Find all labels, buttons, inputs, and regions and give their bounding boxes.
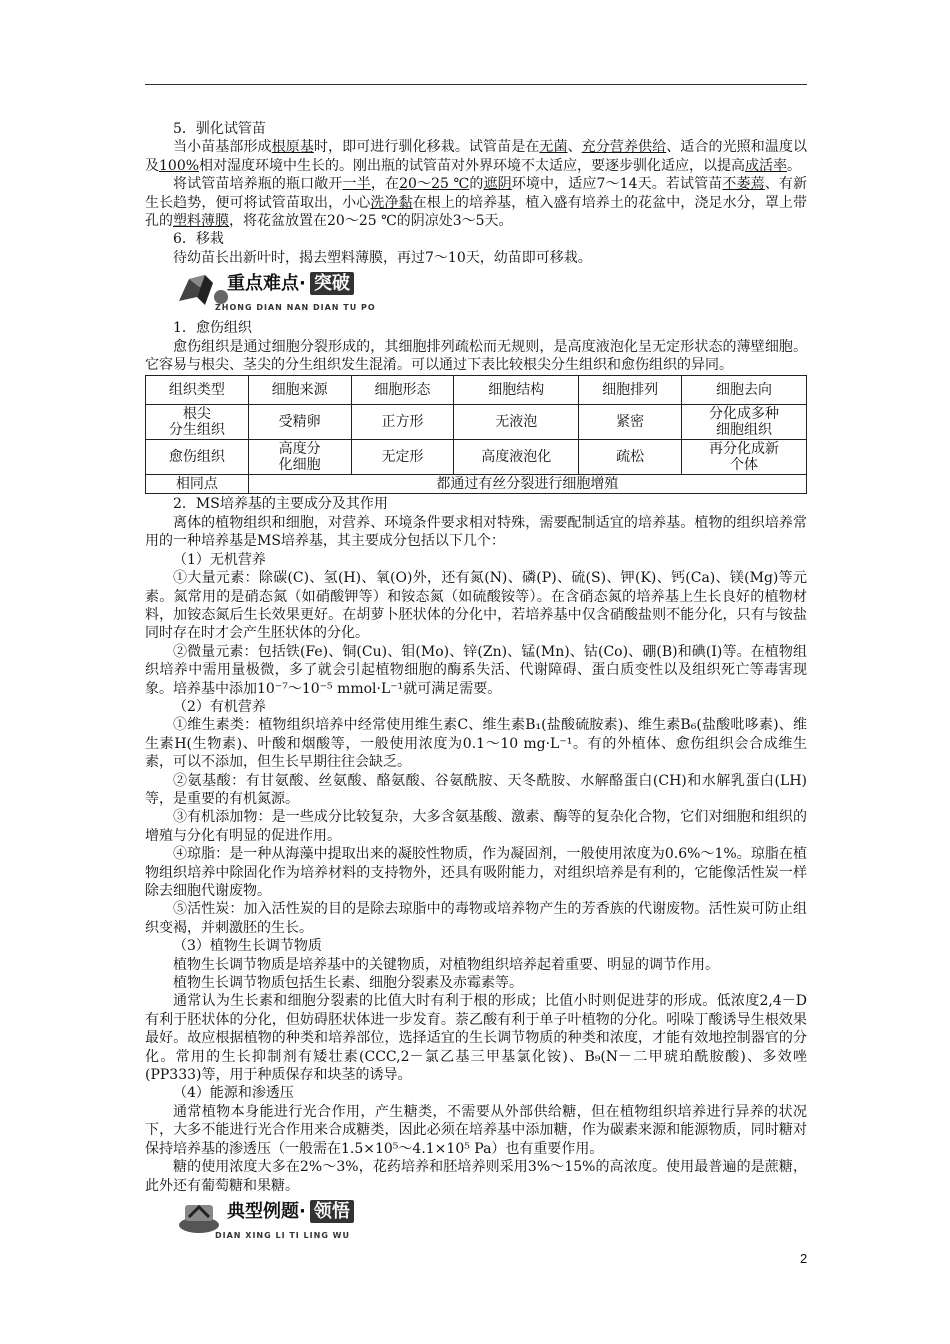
table-cell: 受精卵 xyxy=(248,405,351,440)
table-cell: 紧密 xyxy=(579,405,682,440)
table-cell: 再分化成新 个体 xyxy=(682,440,807,475)
table-cell: 愈伤组织 xyxy=(146,440,249,475)
table-cell: 疏松 xyxy=(579,440,682,475)
banner-examples-title: 典型例题· 领悟 xyxy=(221,1199,360,1225)
table-row xyxy=(146,405,807,440)
section-6-title: 6．移栽 xyxy=(173,231,224,248)
paragraph-organic-additives: ③有机添加物：是一些成分比较复杂，大多含氨基酸、激素、酶等的复杂化合物，它们对细胞和组织的增殖与分化有明显的促进作用。 xyxy=(145,809,807,844)
table-cell: 正方形 xyxy=(351,405,454,440)
paragraph-energy-2: 糖的使用浓度大多在2%～3%，花药培养和胚培养则采用3%～15%的高浓度。使用最普遍的是蔗糖，此外还有葡萄糖和果糖。 xyxy=(145,1159,807,1194)
paragraph-regulators-2: 植物生长调节物质包括生长素、细胞分裂素及赤霉素等。 xyxy=(173,975,523,992)
banner-key-points xyxy=(175,269,807,317)
paragraph-6: 待幼苗长出新叶时，揭去塑料薄膜，再过7～10天，幼苗即可移栽。 xyxy=(173,249,592,266)
table-cell: 高度液泡化 xyxy=(454,440,579,475)
subsection-1-title: 1．愈伤组织 xyxy=(173,320,252,337)
table-cell: 根尖 分生组织 xyxy=(146,405,249,440)
paragraph-5a: 当小苗基部形成根原基时，即可进行驯化移栽。试管苗是在无菌、充分营养供给、适合的光照和温度以及100%相对湿度环境中生长的。刚出瓶的试管苗对外界环境不太适应，要逐步驯化适应，以提高成活率。 xyxy=(145,139,808,174)
table-header-cell: 细胞去向 xyxy=(682,376,807,405)
page-number: 2 xyxy=(800,1251,808,1266)
paragraph-regulators-3: 通常认为生长素和细胞分裂素的比值大时有利于根的形成；比值小时则促进芽的形成。低浓度2,4－D有利于胚状体的分化，但妨碍胚状体进一步发育。萘乙酸有利于单子叶植物的分化。吲哚丁酸诱导生根效果最好。故应根据植物的种类和培养部位，选择适宜的生长调节物质的种类和浓度，才能有效地控制器官的分化。常用的生长抑制剂有矮壮素(CCC,2－氯乙基三甲基氯化铵)、B₉(N－二甲琥珀酰胺酸)、多效唑(PP333)等，用于种质保存和块茎的诱导。 xyxy=(145,993,807,1084)
table-cell-common-label: 相同点 xyxy=(146,475,249,494)
sub-heading-energy: （4）能源和渗透压 xyxy=(173,1085,294,1102)
table-row xyxy=(146,440,807,475)
subsection-1-paragraph: 愈伤组织是通过细胞分裂形成的，其细胞排列疏松而无规则，是高度液泡化呈无定形状态的薄壁细胞。它容易与根尖、茎尖的分生组织发生混淆。可以通过下表比较根尖分生组织和愈伤组织的异同。 xyxy=(145,338,807,374)
paragraph-vitamins: ①维生素类：植物组织培养中经常使用维生素C、维生素B₁(盐酸硫胺素)、维生素B₆(盐酸吡哆素)、维生素H(生物素)、叶酸和烟酸等，一般使用浓度为0.1～10 mg·L⁻¹。有的外植体、愈伤组织会合成维生素，可以不添加，但生长早期往往会缺乏。 xyxy=(145,717,807,771)
sub-heading-inorganic: （1）无机营养 xyxy=(173,551,266,568)
banner-key-points-title: 重点难点· 突破 xyxy=(221,271,360,297)
subsection-2-title: 2．MS培养基的主要成分及其作用 xyxy=(173,496,388,513)
paragraph-5b: 将试管苗培养瓶的瓶口敞开一半，在20～25 ℃的遮阴环境中，适应7～14天。若试管苗不萎蔫、有新生长趋势，便可将试管苗取出，小心洗净黏在根上的培养基，植入盛有培养土的花盆中，浇足水分，罩上带孔的塑料薄膜，将花盆放置在20～25 ℃的阴凉处3～5天。 xyxy=(145,176,808,230)
table-header-row xyxy=(146,376,807,405)
banner-key-points-pinyin: ZHONG DIAN NAN DIAN TU PO xyxy=(215,303,376,313)
header-rule xyxy=(145,84,807,85)
sub-heading-organic: （2）有机营养 xyxy=(173,698,266,715)
paragraph-regulators-1: 植物生长调节物质是培养基中的关键物质，对植物组织培养起着重要、明显的调节作用。 xyxy=(173,956,719,973)
table-header-cell: 组织类型 xyxy=(146,376,249,405)
paragraph-activated-carbon: ⑤活性炭：加入活性炭的目的是除去琼脂中的毒物或培养物产生的芳香族的代谢废物。活性炭可防止组织变褐，并刺激胚的生长。 xyxy=(145,901,807,936)
section-5-title: 5．驯化试管苗 xyxy=(173,121,266,137)
table-header-cell: 细胞形态 xyxy=(351,376,454,405)
table-cell: 分化成多种 细胞组织 xyxy=(682,405,807,440)
paragraph-energy-1: 通常植物本身能进行光合作用，产生糖类，不需要从外部供给糖，但在植物组织培养进行异养的状况下，大多不能进行光合作用来合成糖类，因此必须在培养基中添加糖，作为碳素来源和能源物质，同时糖对保持培养基的渗透压（一般需在1.5×10⁵～4.1×10⁵ Pa）也有重要作用。 xyxy=(145,1103,807,1157)
table-cell: 高度分 化细胞 xyxy=(248,440,351,475)
paragraph-amino-acids: ②氨基酸：有甘氨酸、丝氨酸、酪氨酸、谷氨酰胺、天冬酰胺、水解酪蛋白(CH)和水解乳蛋白(LH)等，是重要的有机氮源。 xyxy=(145,772,807,807)
subsection-2-paragraph: 离体的植物组织和细胞，对营养、环境条件要求相对特殊，需要配制适宜的培养基。植物的组织培养常用的一种培养基是MS培养基，其主要成分包括以下几个： xyxy=(145,514,807,550)
paragraph-macro-elements: ①大量元素：除碳(C)、氢(H)、氧(O)外，还有氮(N)、磷(P)、硫(S)、钾(K)、钙(Ca)、镁(Mg)等元素。氮常用的是硝态氮（如硝酸钾等）和铵态氮（如硫酸铵等）。在含硝态氮的培养基上生长良好的植物材料，加铵态氮后生长效果更好。在胡萝卜胚状体的分化中，若培养基中仅含硝酸盐则不能分化，只有与铵盐同时存在时才会产生胚状体的分化。 xyxy=(145,570,807,642)
table-header-cell: 细胞结构 xyxy=(454,376,579,405)
table-header-cell: 细胞来源 xyxy=(248,376,351,405)
banner-examples-pinyin: DIAN XING LI TI LING WU xyxy=(215,1230,350,1240)
table-header-cell: 细胞排列 xyxy=(579,376,682,405)
comparison-table xyxy=(145,375,807,494)
paragraph-micro-elements: ②微量元素：包括铁(Fe)、铜(Cu)、钼(Mo)、锌(Zn)、锰(Mn)、钴(Co)、硼(B)和碘(I)等。在植物组织培养中需用量极微，多了就会引起植物细胞的酶系失活、代谢障碍、蛋白质变性以及组织死亡等毒害现象。培养基中添加10⁻⁷～10⁻⁵ mmol·L⁻¹就可满足需要。 xyxy=(145,643,807,697)
sub-heading-regulators: （3）植物生长调节物质 xyxy=(173,938,322,955)
table-cell: 无液泡 xyxy=(454,405,579,440)
page-content xyxy=(145,120,807,1247)
paragraph-agar: ④琼脂：是一种从海藻中提取出来的凝胶性物质，作为凝固剂，一般使用浓度为0.6%～1%。琼脂在植物组织培养中除固化作为培养材料的支持物外，还具有吸附能力，对组织培养是有利的，它能像活性炭一样除去细胞代谢废物。 xyxy=(145,846,807,899)
table-cell-common-value: 都通过有丝分裂进行细胞增殖 xyxy=(248,475,806,494)
table-row-common xyxy=(146,475,807,494)
banner-examples xyxy=(175,1197,807,1245)
table-cell: 无定形 xyxy=(351,440,454,475)
